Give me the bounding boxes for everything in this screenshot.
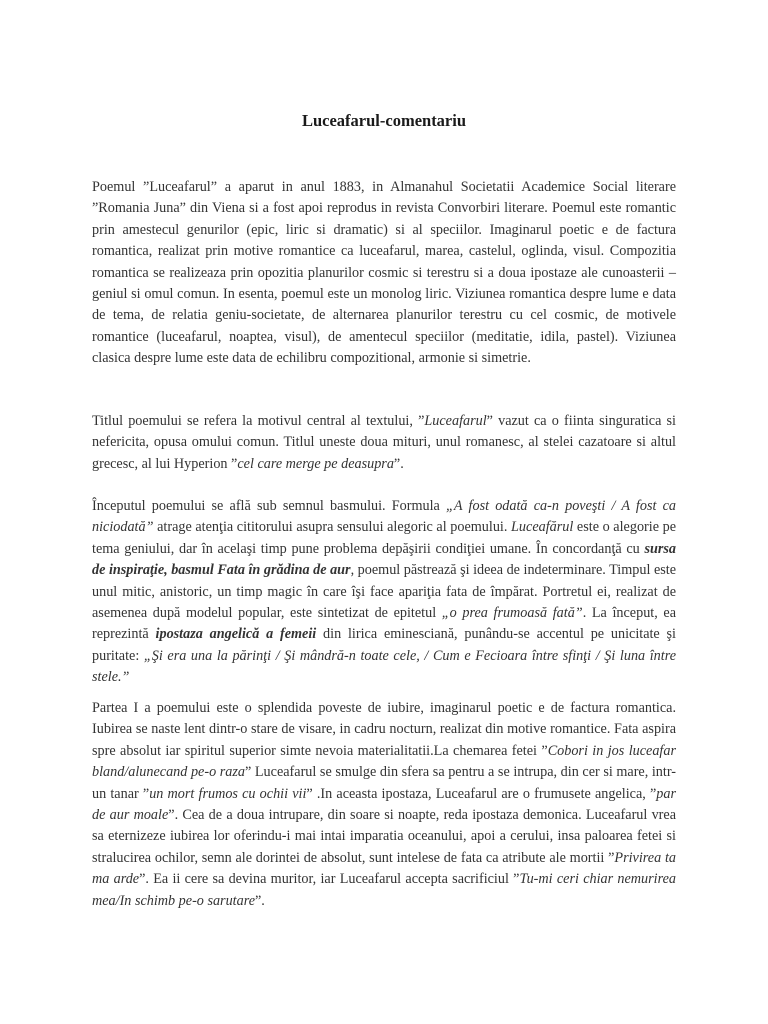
paragraph-publication: [92, 177, 676, 370]
quoted-text: par de aur moale: [92, 785, 676, 824]
text-segment: este o alegorie pe tema geniului, dar în acelaşi timp pune problema depăşirii condiţiei umane. În concordanţă cu: [92, 519, 677, 557]
quoted-text: ipostaza angelică a femeii: [155, 626, 317, 643]
text-segment: ”. Ea ii cere sa devina muritor, iar Luceafarul accepta sacrificiul ”: [139, 871, 520, 888]
text-segment: Titlul poemului se refera la motivul central al textului, ”: [92, 413, 425, 429]
quoted-text: „Şi era una la părinţi / Şi mândră-n toate cele, / Cum e Fecioara între sfinţi / Şi luna între stele.”: [92, 647, 676, 686]
quoted-text: „o prea frumoasă fată”: [441, 605, 583, 622]
quoted-text: „A fost odată ca-n poveşti / A fost ca niciodată”: [92, 498, 676, 536]
text-segment: ”. Cea de a doua intrupare, din soare si noapte, reda ipostaza demonica. Luceafarul vrea sa eternizeze iubirea lor oferindu-i mai intai imparatia oceanului, apoi a cerului, insa paloarea fetei si stralucirea ochilor, semn ale dorintei de absolut, sunt intelese de fata ca atribute ale mortii ”: [92, 807, 676, 866]
text-segment: ” vazut ca o fiinta singuratica si nefericita, opusa omului comun. Titlul uneste doua mituri, unul romanesc, al stelei cazatoare si altul grecesc, al lui Hyperion ”: [92, 413, 676, 472]
quoted-text: Privirea ta ma arde: [92, 849, 676, 888]
quoted-text: Luceafărul: [511, 519, 574, 536]
text-segment: Poemul ”Luceafarul” a aparut in anul 1883, in Almanahul Societatii Academice Social literare ”Romania Juna” din Viena si a fost apoi reprodus in revista Convorbiri literare. Poemul este romantic prin amestecul genurilor (epic, liric si dramatic) si al speciilor. Imaginarul poetic e de factura romantica, realizat prin motive romantice ca luceafarul, marea, castelul, oglinda, visul. Compozitia romantica se realizeaza prin opozitia planurilor cosmic si terestru si a doua ipostaze ale cunoasterii – geniul si omul comun. In esenta, poemul este un monolog liric. Viziunea romantica despre lume e data de tema, de relatia geniu-societate, de alternarea planurilor terestru cu cel cosmic, de motivele romantice (luceafarul, noaptea, visul), de amentecul speciilor (meditatie, idila, pastel). Viziunea clasica despre lume este data de echilibru compozitional, armonie si simetrie.: [92, 179, 676, 367]
quoted-text: Tu-mi ceri chiar nemurirea mea/In schimb pe-o sarutare: [92, 871, 676, 909]
paragraph-title-meaning: [92, 411, 676, 475]
text-segment: Începutul poemului se află sub semnul basmului. Formula: [92, 498, 447, 514]
text-segment: ” .In aceasta ipostaza, Luceafarul are o frumusete angelica, ”: [306, 785, 657, 802]
text-segment: , poemul păstrează şi ideea de indeterminare. Timpul este unul mitic, anistoric, un timp magic în care îşi face apariţia fata de împărat. Portretul ei, realizat de asemenea după modelul popular, este sintetizat de epitetul: [92, 562, 677, 622]
text-segment: ”.: [255, 892, 265, 909]
paragraph-love-story: [92, 698, 676, 912]
quoted-text: sursa de inspiraţie, basmul Fata în grădina de aur: [92, 540, 676, 579]
quoted-text: un mort frumos cu ochii vii: [149, 785, 307, 802]
document-title: Luceafarul-comentariu: [301, 111, 467, 130]
text-segment: . La început, ea reprezintă: [92, 605, 676, 643]
text-segment: Partea I a poemului este o splendida poveste de iubire, imaginarul poetic e de factura romantica. Iubirea se naste lent dintr-o stare de visare, in cadru nocturn, realizat din motive romantice. Fata aspira spre absolut iar spiritul superior simte nevoia materialitatii.La chemarea fetei ”: [92, 700, 676, 759]
paragraph-fairytale-beginning: [92, 496, 676, 689]
text-segment: ”.: [393, 455, 404, 472]
quoted-text: cel care merge pe deasupra: [237, 455, 394, 472]
text-segment: din lirica eminesciană, punându-se accentul pe unicitate şi puritate:: [92, 626, 677, 664]
text-segment: ” Luceafarul se smulge din sfera sa pentru a se intrupa, din cer si mare, intr-un tanar ”: [92, 764, 677, 802]
quoted-text: Cobori in jos luceafar bland/alunecand pe-o raza: [92, 742, 676, 781]
text-segment: atrage atenţia cititorului asupra sensului alegoric al poemului.: [153, 519, 512, 536]
quoted-text: Luceafarul: [424, 413, 487, 429]
